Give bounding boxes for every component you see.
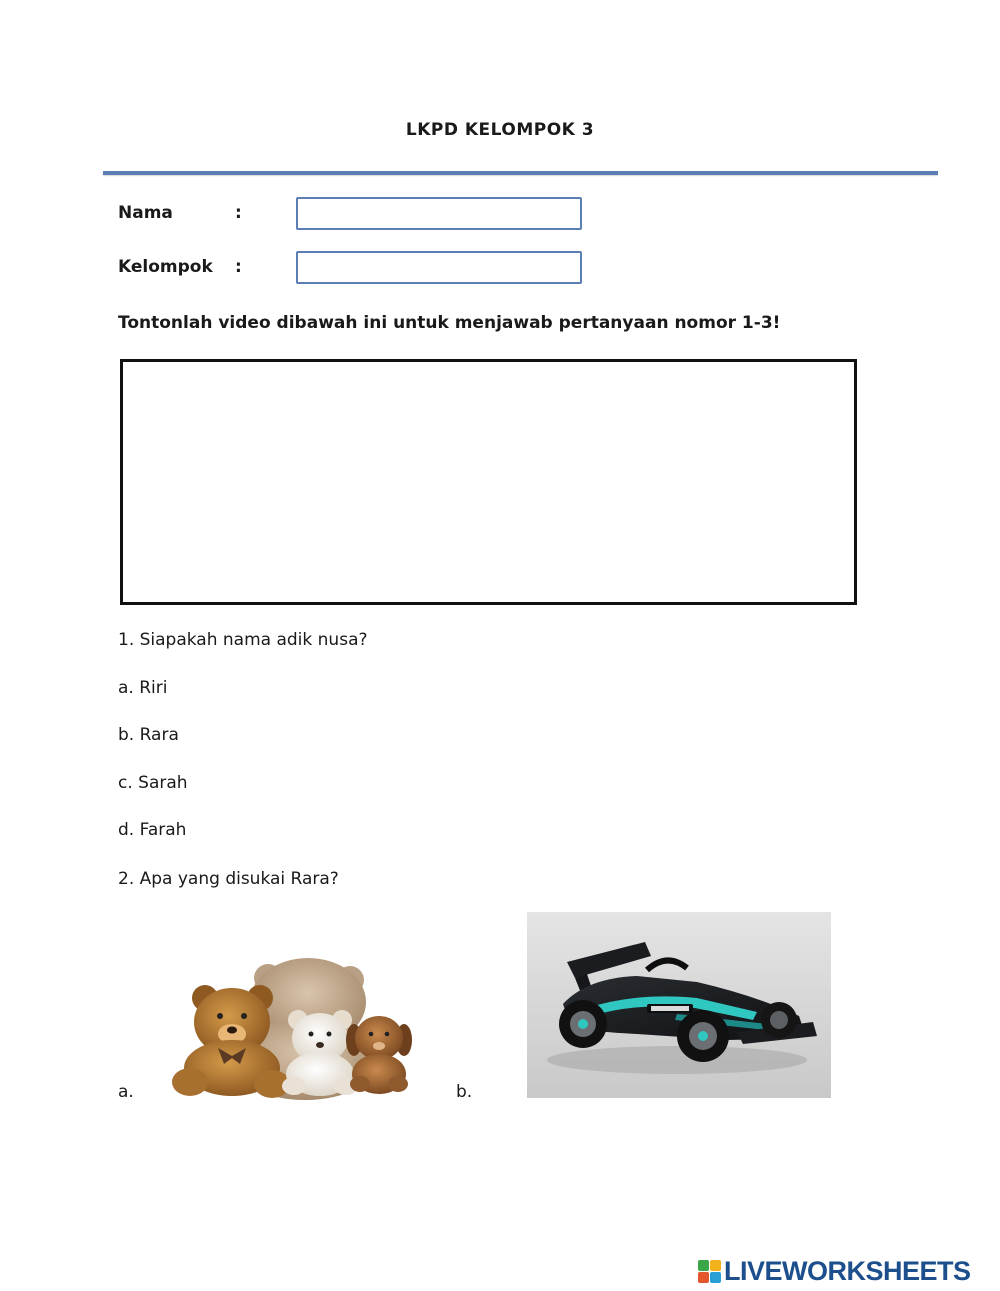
- option-c[interactable]: c. Sarah: [118, 773, 188, 793]
- question-1: 1. Siapakah nama adik nusa?: [118, 630, 368, 650]
- option-d[interactable]: d. Farah: [118, 820, 187, 840]
- name-input[interactable]: [296, 197, 582, 230]
- liveworksheets-logo: [698, 1256, 971, 1286]
- group-label: Kelompok: [118, 257, 213, 277]
- page-title: LKPD KELOMPOK 3: [405, 120, 595, 140]
- logo-text: LIVEWORKSHEETS: [724, 1255, 971, 1286]
- teddy-bears-image[interactable]: [160, 950, 422, 1100]
- group-colon: :: [235, 257, 242, 277]
- logo-blocks-icon: [698, 1260, 721, 1283]
- question-2: 2. Apa yang disukai Rara?: [118, 869, 339, 889]
- image-option-a-label: a.: [118, 1082, 134, 1102]
- race-car-image[interactable]: [527, 912, 831, 1098]
- option-b[interactable]: b. Rara: [118, 725, 179, 745]
- title-divider: [103, 171, 938, 175]
- name-colon: :: [235, 203, 242, 223]
- option-a[interactable]: a. Riri: [118, 678, 168, 698]
- instruction-text: Tontonlah video dibawah ini untuk menjawab pertanyaan nomor 1-3!: [118, 313, 781, 333]
- image-option-b-label: b.: [456, 1082, 473, 1102]
- video-frame[interactable]: [120, 359, 857, 605]
- group-input[interactable]: [296, 251, 582, 284]
- name-label: Nama: [118, 203, 173, 223]
